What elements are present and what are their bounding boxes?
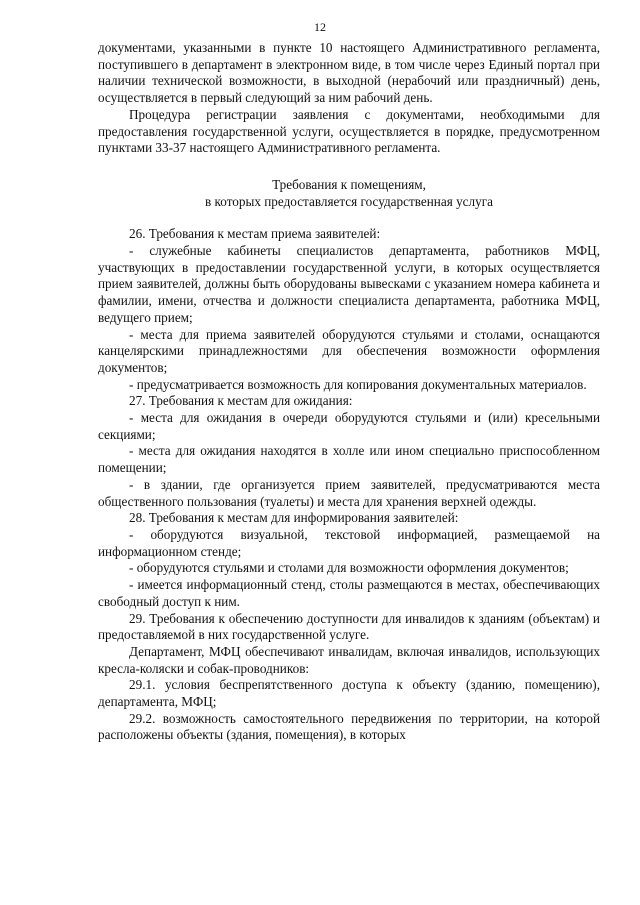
document-body [98,40,600,744]
clause-26-item: - предусматривается возможность для копирования документальных материалов. [129,376,587,392]
clause-27-title: 27. Требования к местам для ожидания: [129,393,353,409]
clause-28-title: 28. Требования к местам для информирования заявителей: [129,510,459,526]
clause-29-intro: Департамент, МФЦ обеспечивают инвалидам, включая инвалидов, использующих кресла-коляски и собак-проводников: [98,643,600,676]
paragraph-continued: документами, указанными в пункте 10 настоящего Административного регламента, поступившего в департамент в электронном виде, в том числе через Единый портал при наличии технической возможности, в выходной (нерабочий или праздничный) день, осуществляется в первый следующий за ним рабочий день. [98,40,600,106]
clause-27-item: - места для ожидания в очереди оборудуются стульями и (или) кресельными секциями; [98,410,600,442]
clause-29-2: 29.2. возможность самостоятельного передвижения по территории, на которой расположены объекты (здания, помещения), в которых [98,710,600,743]
clause-29-title: 29. Требования к обеспечению доступности для инвалидов к зданиям (объектам) и предоставляемой в них государственной услуге. [98,610,600,643]
section-heading-line-1: Требования к помещениям, [272,176,426,192]
section-heading-line-2: в которых предоставляется государственная услуга [205,193,493,209]
clause-27-item: - места для ожидания находятся в холле или ином специально приспособленном помещении; [98,443,600,476]
clause-26-item: - служебные кабинеты специалистов департамента, работников МФЦ, участвующих в предоставлении государственной услуги, в которых осуществляется прием заявителей, должны быть оборудованы вывесками с указанием номера кабинета и фамилии, имени, отчества и должности специалиста департамента, работника МФЦ, ведущего прием; [98,243,600,325]
section-heading [98,177,600,210]
paragraph-registration-procedure: Процедура регистрации заявления с документами, необходимыми для предоставления государственной услуги, осуществляется в порядке, предусмотренном пунктами 33-37 настоящего Административного регламента. [98,106,600,156]
clause-28-item: - оборудуются визуальной, текстовой информацией, размещаемой на информационном стенде; [98,526,600,559]
clause-28-item: - имеется информационный стенд, столы размещаются в местах, обеспечивающих свободный доступ к ним. [98,577,600,609]
clause-29-1: 29.1. условия беспрепятственного доступа к объекту (зданию, помещению), департамента, МФЦ; [98,677,600,710]
page-number: 12 [314,20,326,34]
clause-26-title: 26. Требования к местам приема заявителей: [129,226,381,242]
clause-26-item: - места для приема заявителей оборудуются стульями и столами, оснащаются канцелярскими принадлежностями для обеспечения возможности оформления документов; [98,326,600,375]
clause-27-item: - в здании, где организуется прием заявителей, предусматриваются места общественного пользования (туалеты) и места для хранения верхней одежды. [98,476,600,509]
clause-28-item: - оборудуются стульями и столами для возможности оформления документов; [129,560,569,576]
